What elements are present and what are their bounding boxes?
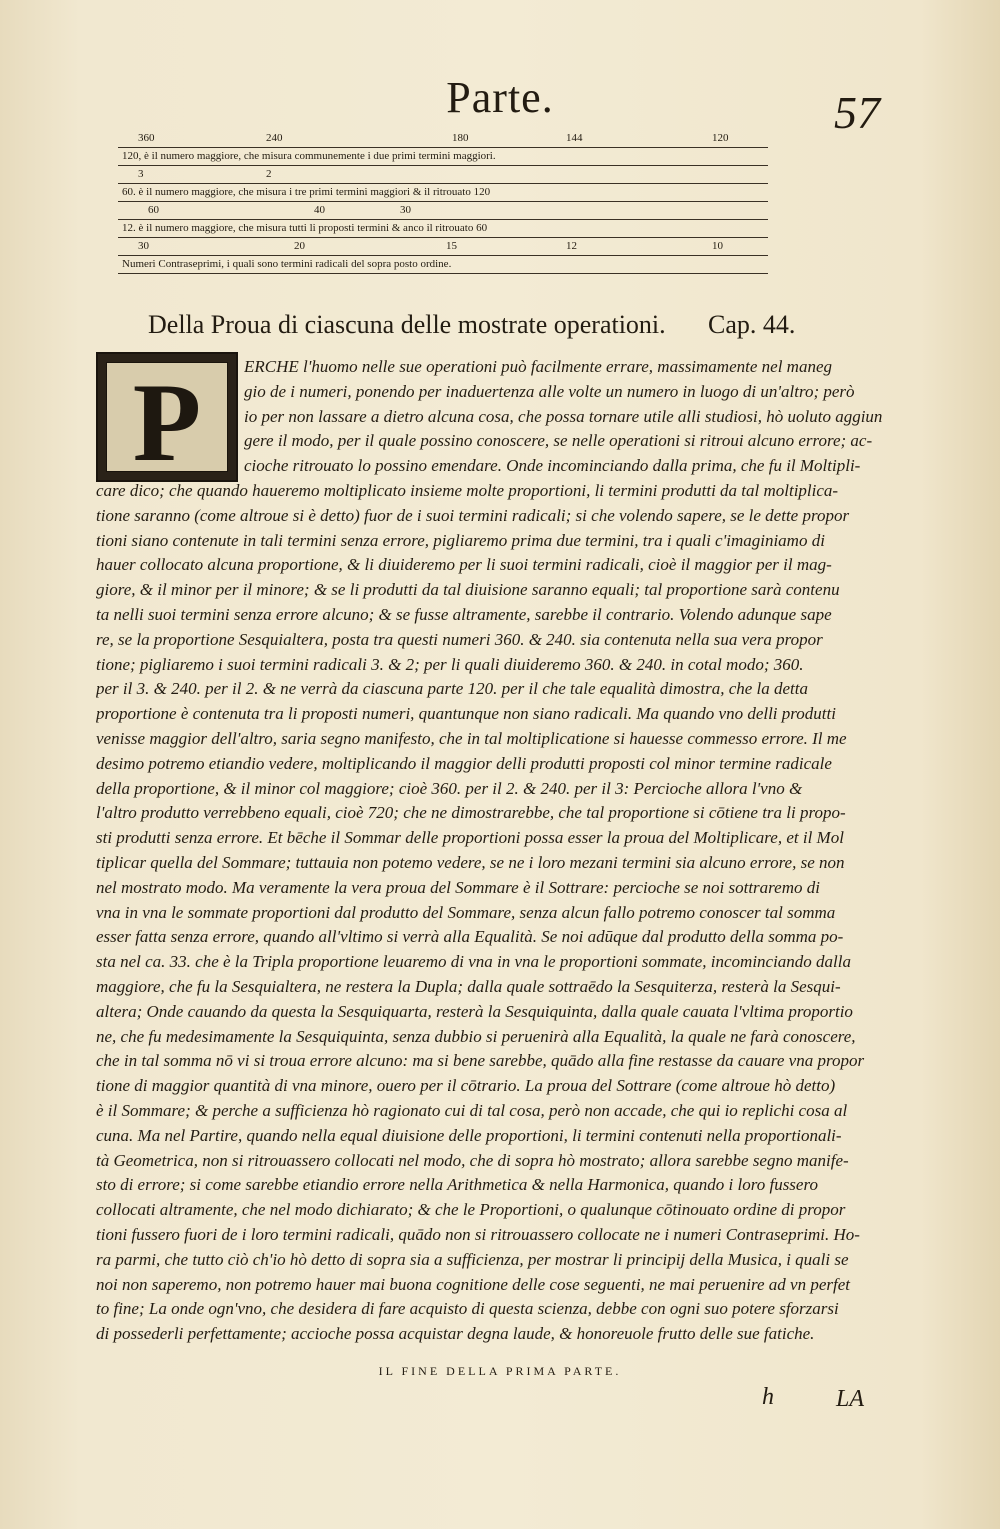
text-line: è il Sommare; & perche a sufficienza hò ragionato cui di tal cosa, però non accade, che qui io replichi cosa al [96, 1101, 848, 1120]
text-line: tioni fussero fuori de i loro termini radicali, quādo non si ritrouassero collocate ne i numeri Contraseprimi. Ho- [96, 1225, 860, 1244]
text-line: proportione è contenuta tra li proposti numeri, quantunque non siano radicali. Ma quando vno delli produtti [96, 704, 836, 724]
table-number: 360 [138, 132, 155, 144]
table-number: 10 [712, 240, 723, 252]
table-number-row [118, 166, 768, 184]
text-line: ta nelli suoi termini senza errore alcuno; & se fusse altramente, sarebbe il contrario. Volendo adunque sape [96, 605, 832, 624]
text-line: ra parmi, che tutto ciò ch'io hò detto di sopra sia a sufficienza, per mostrar li principij della Musica, i quali se [96, 1249, 849, 1269]
text-line: ne, che fu medesimamente la Sesquiquinta, senza dubbio si peruenirà alla Equalità, la quale ne farà conoscere, [96, 1026, 856, 1046]
initial-letter: P [132, 361, 202, 485]
decorated-initial [96, 352, 238, 485]
text-line: to fine; La onde ogn'vno, che desidera di fare acquisto di questa scienza, debbe con ogni suo potere sforzarsi [96, 1299, 839, 1319]
table-number: 2 [266, 168, 272, 180]
table-number: 3 [138, 168, 144, 180]
text-line: della proportione, & il minor col maggiore; cioè 360. per il 2. & 240. per il 3: Percioche allora l'vno & [96, 778, 803, 798]
table-text-row: Numeri Contraseprimi, i quali sono termini radicali del sopra posto ordine. [118, 256, 768, 274]
text-line: per il 3. & 240. per il 2. & ne verrà da ciascuna parte 120. per il che tale equalità dimostra, che la detta [96, 679, 809, 699]
text-line: giore, & il minor per il minore; & se li produtti da tal diuisione saranno equali; tal proportione sarà contenu [96, 580, 840, 600]
text-line: l'altro produtto verrebbeno equali, cioè 720; che ne dimostrarebbe, che tal proportione si cōtiene tra li propo- [96, 803, 846, 823]
chapter-number: Cap. 44. [708, 310, 796, 339]
text-line: re, se la proportione Sesquialtera, posta tra questi numeri 360. & 240. sia contenuta nella sua vera propor [96, 629, 823, 649]
table-number: 20 [294, 240, 305, 252]
text-line: gio de i numeri, ponendo per inaduertenza alle volte un numero in luogo di un'altro; però [244, 381, 855, 401]
table-number: 144 [566, 132, 583, 144]
text-line: desimo potremo etiandio vedere, moltiplicando il maggior delli produtti proposti col minor termine radicale [96, 753, 832, 773]
text-line: nel mostrato modo. Ma veramente la vera proua del Sommare è il Sottrare: percioche se noi sottraremo di [96, 877, 820, 897]
text-line: io per non lassare a dietro alcuna cosa, che possa tornare utile alli studiosi, hò uoluto aggiun [244, 406, 883, 426]
text-line: collocati altramente, che nel modo dichiarato; & che le Proportioni, o qualunque cōtinouato ordine di propor [96, 1200, 846, 1220]
text-line: vna in vna le sommate proportioni dal produtto del Sommare, senza alcun fallo potremo conoscer tal somma [96, 902, 836, 922]
table-number: 15 [446, 240, 457, 252]
text-line: di possederli perfettamente; accioche possa acquistar degna laude, & honoreuole frutto delle sue fatiche. [96, 1324, 815, 1344]
text-line: care dico; che quando haueremo moltiplicato insieme molte proportioni, li termini produtti da tal moltiplica- [96, 481, 839, 500]
text-line: tione saranno (come altroue si è detto) fuor de i suoi termini radicali; si che volendo sapere, se le dette propor [96, 505, 850, 525]
table-text-row: 60. è il numero maggiore, che misura i tre primi termini maggiori & il ritrouato 120 [118, 184, 768, 202]
text-line: maggiore, che fu la Sesquialtera, ne restera la Dupla; dalla quale sottraēdo la Sesquiterza, resterà la Sesqui- [96, 977, 841, 996]
table-number: 180 [452, 132, 469, 144]
initial-woodcut-frame [106, 361, 228, 485]
text-line: sti produtti senza errore. Et bēche il Sommar delle proportioni possa esser la proua del Moltiplicare, et il Mol [96, 828, 844, 848]
text-line: tiplicar quella del Sommare; tuttauia non potemo vedere, se ne i loro mezani termini sia alcuno errore, se non [96, 853, 845, 872]
table-number: 30 [138, 240, 149, 252]
table-number-row [118, 202, 768, 220]
part-end-text: IL FINE DELLA PRIMA PARTE. [378, 1364, 622, 1378]
text-line: hauer collocato alcuna proportione, & li diuideremo per li suoi termini radicali, cioè il maggior per il mag- [96, 555, 832, 575]
text-line: esser fatta senza errore, quando all'vltimo si verrà alla Equalità. Se noi adūque dal produtto della somma po- [96, 927, 844, 947]
table-number: 40 [314, 204, 325, 216]
table-number: 12 [566, 240, 577, 252]
text-line: ERCHE l'huomo nelle sue operationi può facilmente errare, massimamente nel maneg [244, 357, 832, 376]
running-head: Parte. [446, 73, 554, 122]
text-line: tione; pigliaremo i suoi termini radicali 3. & 2; per li quali diuideremo 360. & 240. in cotal modo; 360. [96, 654, 804, 674]
table-text-row: 120, è il numero maggiore, che misura communemente i due primi termini maggiori. [118, 148, 768, 166]
text-line: cioche ritrouato lo possino emendare. Onde incominciando dalla prima, che fu il Moltipli- [244, 456, 861, 476]
chapter-title: Della Proua di ciascuna delle mostrate operationi. [148, 310, 666, 339]
table-number: 120 [712, 132, 729, 144]
page-number: 57 [834, 87, 880, 138]
text-line: che in tal somma nō vi si troua errore alcuno: ma si bene sarebbe, quādo alla fine restasse da cauare vna propor [96, 1051, 865, 1071]
chapter-heading [148, 310, 848, 340]
text-line: venisse maggior dell'altro, saria segno manifesto, che in tal moltiplicatione si hauesse commesso errore. Il me [96, 729, 847, 748]
text-line: cuna. Ma nel Partire, quando nella equal diuisione delle proportioni, li termini contenuti nella proportionali- [96, 1125, 842, 1145]
text-line: tioni siano contenute in tali termini senza errore, pigliaremo prima due termini, tra i quali c'imaginiamo di [96, 530, 825, 550]
number-table [118, 130, 768, 274]
table-number: 60 [148, 204, 159, 216]
text-line: gere il modo, per il quale possino conoscere, se nelle operationi si ritroui alcuno errore; ac- [244, 431, 873, 451]
text-line: tione di maggior quantità di vna minore, ouero per il cōtrario. La proua del Sottrare (come altroue hò detto) [96, 1076, 836, 1096]
text-line: sto di errore; si come sarebbe etiandio errore nella Arithmetica & nella Harmonica, quando i loro fussero [96, 1175, 818, 1195]
text-line: altera; Onde cauando da questa la Sesquiquarta, resterà la Sesquiquinta, dalla quale cauata l'vltima proportio [96, 1001, 853, 1021]
table-number: 30 [400, 204, 411, 216]
table-number-row [118, 130, 768, 148]
text-line: tà Geometrica, non si ritrouassero collocati nel modo, che di sopra hò mostrato; allora sarebbe segno manife- [96, 1150, 849, 1170]
table-number: 240 [266, 132, 283, 144]
table-text-row: 12. è il numero maggiore, che misura tutti li proposti termini & anco il ritrouato 60 [118, 220, 768, 238]
text-line: noi non saperemo, non potremo hauer mai buona cognitione delle cose seguenti, ne mai peruenire ad vn perfet [96, 1274, 850, 1294]
catchword: LA [836, 1386, 865, 1412]
text-line: sta nel ca. 33. che è la Tripla proportione leuaremo di vna in vna le proportioni sommate, incominciando dalla [96, 952, 852, 972]
table-number-row [118, 238, 768, 256]
signature-mark: h [762, 1384, 774, 1410]
